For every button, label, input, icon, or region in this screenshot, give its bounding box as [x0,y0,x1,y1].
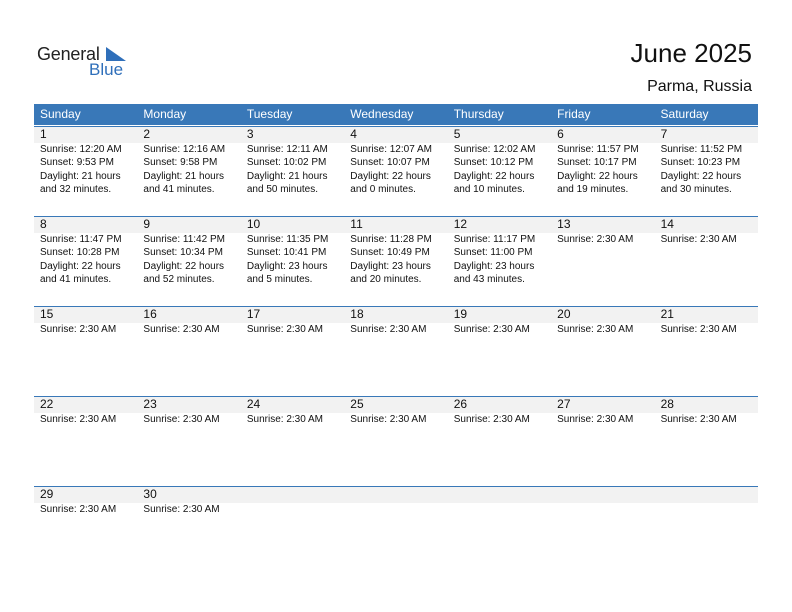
day-sun-info: Daylight: 23 hours [246,260,328,272]
day-number: 21 [660,307,674,321]
day-number: 16 [143,307,157,321]
week-row [34,126,758,216]
day-sun-info: Daylight: 23 hours [453,260,535,272]
day-number: 12 [453,217,468,231]
day-sun-info: Sunrise: 11:35 PM [246,234,329,245]
logo-general-text: General [37,44,100,64]
day-sun-info: Daylight: 23 hours [350,260,431,272]
day-number: 8 [40,217,47,231]
day-sun-info: Sunset: 10:41 PM [246,247,327,259]
day-cell [551,216,654,306]
day-sun-info: Sunrise: 2:30 AM [350,324,427,335]
day-sun-info: Sunrise: 2:30 AM [660,414,737,425]
day-cell [344,306,447,396]
day-number: 2 [143,127,151,141]
day-cell [241,306,344,396]
day-cell [137,486,240,576]
day-sun-info: Sunrise: 12:16 AM [143,144,226,155]
day-cell [34,126,137,216]
day-number: 30 [143,487,157,501]
weekday-wednesday: Wednesday [350,107,414,121]
day-number: 17 [246,307,261,321]
day-number: 15 [40,307,54,321]
day-sun-info: Daylight: 21 hours [246,170,328,182]
day-sun-info: and 20 minutes. [350,274,422,286]
day-sun-info: Sunset: 10:23 PM [660,157,741,169]
day-cell [34,396,137,486]
day-number: 14 [660,217,674,231]
day-sun-info: and 41 minutes. [143,184,215,196]
day-number: 9 [143,217,151,231]
day-sun-info: Sunrise: 2:30 AM [143,504,220,515]
day-cell [344,216,447,306]
day-cell [655,126,758,216]
day-sun-info: Sunrise: 2:30 AM [40,504,117,515]
day-sun-info: Daylight: 22 hours [40,260,121,272]
day-cell [551,126,654,216]
day-cell [655,396,758,486]
weekday-saturday: Saturday [660,107,709,121]
weekday-header [34,104,758,125]
day-number: 25 [350,397,364,411]
day-sun-info: Sunrise: 2:30 AM [40,324,117,335]
day-sun-info: Sunrise: 11:42 PM [143,234,225,245]
day-number: 6 [557,127,564,141]
day-number: 26 [453,397,468,411]
day-number: 10 [246,217,261,231]
day-sun-info: Sunrise: 2:30 AM [557,324,634,335]
day-cell [241,126,344,216]
day-sun-info: Sunrise: 2:30 AM [350,414,427,425]
day-cell [655,216,758,306]
day-sun-info: Sunset: 11:00 PM [453,247,533,259]
day-number: 3 [246,127,254,141]
day-sun-info: Sunrise: 2:30 AM [143,324,220,335]
day-number: 1 [40,127,47,141]
week-row [34,486,758,576]
day-number: 13 [557,217,571,231]
day-sun-info: Sunrise: 11:57 PM [557,144,639,155]
day-cell [241,396,344,486]
week-row [34,216,758,306]
logo-blue-text: Blue [89,60,124,79]
day-sun-info: Sunrise: 11:47 PM [40,234,122,245]
day-sun-info: Daylight: 22 hours [557,170,638,182]
day-cell [551,306,654,396]
day-sun-info: Sunrise: 12:20 AM [40,144,122,155]
day-number: 22 [40,397,54,411]
day-sun-info: and 30 minutes. [660,184,732,196]
day-sun-info: Sunset: 10:07 PM [350,157,430,169]
day-sun-info: and 32 minutes. [40,184,112,196]
day-sun-info: and 19 minutes. [557,184,629,196]
day-sun-info: Sunset: 9:58 PM [143,157,218,169]
day-sun-info: Sunset: 10:12 PM [453,157,534,169]
day-sun-info: and 5 minutes. [246,274,313,286]
day-number: 27 [557,397,571,411]
weekday-friday: Friday [557,107,591,121]
location-label: Parma, Russia [647,78,752,95]
day-cell [344,396,447,486]
day-sun-info: Sunrise: 11:17 PM [453,234,536,245]
day-sun-info: Sunset: 10:28 PM [40,247,120,259]
week-row [34,396,758,486]
day-number: 19 [453,307,468,321]
day-number: 20 [557,307,571,321]
page-title: June 2025 [630,38,752,68]
day-sun-info: and 50 minutes. [246,184,319,196]
day-sun-info: Sunrise: 2:30 AM [246,324,324,335]
day-number: 5 [453,127,461,141]
day-sun-info: Sunrise: 12:02 AM [453,144,536,155]
day-sun-info: Daylight: 22 hours [350,170,431,182]
day-number: 18 [350,307,364,321]
day-sun-info: and 43 minutes. [453,274,525,286]
day-cell [448,126,551,216]
logo [37,42,137,82]
day-number: 11 [350,217,363,231]
day-sun-info: Sunrise: 11:28 PM [350,234,432,245]
day-cell [34,486,137,576]
day-sun-info: and 0 minutes. [350,184,416,196]
day-sun-info: Daylight: 22 hours [143,260,225,272]
day-cell [137,396,240,486]
day-cell [34,306,137,396]
day-cell [137,216,240,306]
day-number: 4 [350,127,357,141]
day-cell [344,126,447,216]
day-cell [137,126,240,216]
day-number: 28 [660,397,674,411]
day-sun-info: Sunrise: 12:11 AM [246,144,328,155]
day-sun-info: Sunset: 10:34 PM [143,247,223,259]
weekday-tuesday: Tuesday [246,107,293,121]
day-sun-info: Sunrise: 2:30 AM [557,414,634,425]
day-sun-info: Sunset: 10:02 PM [246,157,327,169]
day-sun-info: Daylight: 22 hours [453,170,535,182]
day-cell [448,216,551,306]
day-cell [551,396,654,486]
day-sun-info: Sunrise: 2:30 AM [143,414,220,425]
day-sun-info: and 10 minutes. [453,184,525,196]
weekday-monday: Monday [143,107,187,121]
weekday-sunday: Sunday [40,107,81,121]
day-sun-info: Sunrise: 2:30 AM [660,234,737,245]
day-cell [34,216,137,306]
day-sun-info: Sunrise: 2:30 AM [660,324,737,335]
day-sun-info: Sunrise: 11:52 PM [660,144,743,155]
day-cell [241,216,344,306]
day-sun-info: Sunset: 10:49 PM [350,247,430,259]
day-sun-info: Sunrise: 2:30 AM [246,414,324,425]
day-number: 23 [143,397,157,411]
day-number: 7 [660,127,668,141]
day-sun-info: Sunrise: 2:30 AM [557,234,634,245]
day-sun-info: Daylight: 21 hours [40,170,121,182]
logo-flag-icon [106,47,126,61]
day-sun-info: Sunrise: 2:30 AM [453,414,530,425]
week-row [34,306,758,396]
day-sun-info: Sunrise: 2:30 AM [40,414,117,425]
day-sun-info: and 52 minutes. [143,274,215,286]
day-sun-info: Sunrise: 2:30 AM [453,324,530,335]
day-sun-info: Daylight: 22 hours [660,170,742,182]
day-number: 24 [246,397,261,411]
day-cell [448,396,551,486]
day-sun-info: Sunset: 10:17 PM [557,157,637,169]
day-cell [448,306,551,396]
day-cell [137,306,240,396]
day-number: 29 [40,487,54,501]
weekday-thursday: Thursday [453,107,504,121]
day-sun-info: Sunrise: 12:07 AM [350,144,432,155]
day-cell [655,306,758,396]
day-sun-info: Daylight: 21 hours [143,170,225,182]
day-sun-info: Sunset: 9:53 PM [40,157,114,169]
day-sun-info: and 41 minutes. [40,274,112,286]
